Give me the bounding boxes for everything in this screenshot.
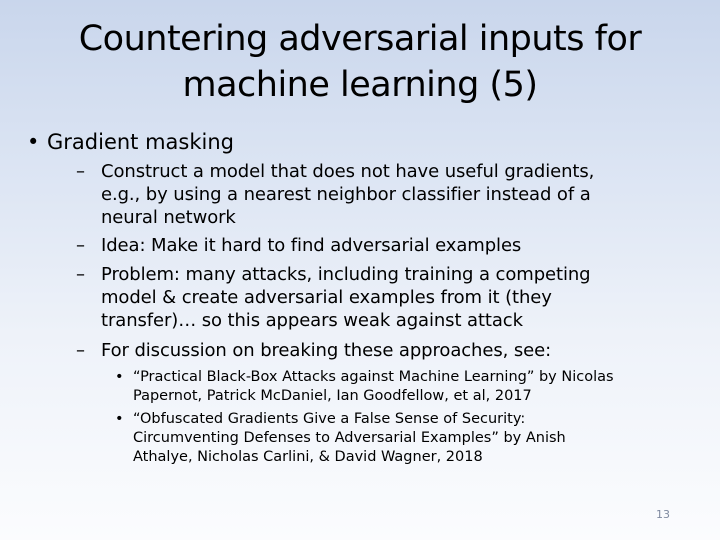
sub-bullet-construct-model bbox=[76, 160, 595, 229]
bullet-item-gradient-masking bbox=[27, 129, 234, 155]
sub-bullet-idea bbox=[76, 234, 522, 257]
bullet-dot-icon: • bbox=[115, 411, 124, 427]
title-line: machine learning (5) bbox=[182, 65, 538, 105]
bullet-text-line: model & create adversarial examples from it (they bbox=[101, 287, 552, 308]
bullet-dot-icon: • bbox=[27, 130, 40, 154]
dash-bullet-icon: – bbox=[76, 264, 85, 285]
sub-bullet-for-discussion bbox=[76, 339, 552, 362]
bullet-text-line: transfer)… so this appears weak against attack bbox=[101, 310, 523, 331]
bullet-dot-icon: • bbox=[115, 369, 124, 385]
title-line: Countering adversarial inputs for bbox=[78, 19, 642, 59]
bullet-text-line: Problem: many attacks, including training a competing bbox=[101, 264, 591, 285]
sub-bullet-problem bbox=[76, 263, 591, 332]
dash-bullet-icon: – bbox=[76, 235, 85, 256]
dash-bullet-icon: – bbox=[76, 340, 85, 361]
reference-text-line: Athalye, Nicholas Carlini, & David Wagner, 2018 bbox=[133, 449, 483, 465]
bullet-text-line: e.g., by using a nearest neighbor classifier instead of a bbox=[101, 184, 591, 205]
page-number: 13 bbox=[656, 508, 670, 521]
bullet-text-line: neural network bbox=[101, 207, 236, 228]
bullet-text-line: For discussion on breaking these approaches, see: bbox=[101, 340, 552, 361]
bullet-text: Gradient masking bbox=[47, 130, 234, 154]
reference-text-line: “Obfuscated Gradients Give a False Sense of Security: bbox=[133, 411, 526, 427]
reference-practical-black-box bbox=[115, 368, 614, 406]
reference-text-line: Papernot, Patrick McDaniel, Ian Goodfellow, et al, 2017 bbox=[133, 388, 532, 404]
bullet-text-line: Idea: Make it hard to find adversarial examples bbox=[101, 235, 522, 256]
dash-bullet-icon: – bbox=[76, 161, 85, 182]
reference-text-line: “Practical Black-Box Attacks against Machine Learning” by Nicolas bbox=[133, 369, 614, 385]
reference-obfuscated-gradients bbox=[115, 410, 566, 467]
bullet-text-line: Construct a model that does not have useful gradients, bbox=[101, 161, 595, 182]
reference-text-line: Circumventing Defenses to Adversarial Examples” by Anish bbox=[133, 430, 566, 446]
